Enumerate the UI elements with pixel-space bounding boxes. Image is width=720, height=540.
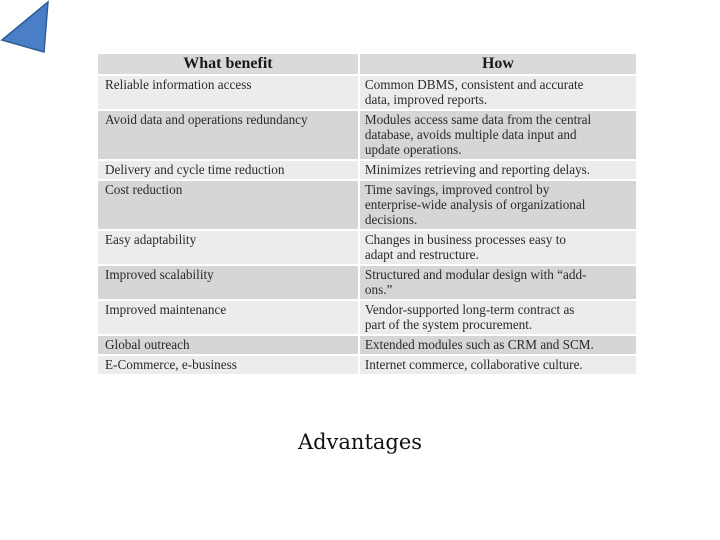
table-row [98,231,636,264]
how-line: enterprise-wide analysis of organizational [364,197,586,212]
how-line: update operations. [364,142,462,157]
how-line: adapt and restructure. [364,247,479,262]
table-row [98,301,636,334]
blue-triangle-icon [0,0,60,60]
how-cell [360,161,636,179]
how-line: Extended modules such as CRM and SCM. [364,337,594,352]
how-cell [360,76,636,109]
how-line: database, avoids multiple data input and [364,127,577,142]
how-cell [360,356,636,374]
how-line: Common DBMS, consistent and accurate [364,77,584,92]
how-cell [360,181,636,229]
benefit-cell: Global outreach [98,336,358,354]
how-line: Internet commerce, collaborative culture. [364,357,583,372]
table-row [98,266,636,299]
benefit-cell: E-Commerce, e-business [98,356,358,374]
how-cell [360,231,636,264]
how-line: Changes in business processes easy to [364,232,566,247]
how-cell [360,301,636,334]
benefit-cell: Reliable information access [98,76,358,109]
how-line: part of the system procurement. [364,317,533,332]
how-cell [360,111,636,159]
how-cell [360,266,636,299]
how-line: decisions. [364,212,418,227]
benefit-cell: Cost reduction [98,181,358,229]
table-row [98,336,636,354]
benefit-cell: Delivery and cycle time reduction [98,161,358,179]
table-row [98,181,636,229]
table-row [98,161,636,179]
benefit-cell: Improved maintenance [98,301,358,334]
header-how: How [360,54,636,74]
how-line: ons.” [364,282,393,297]
how-line: Modules access same data from the central [364,112,592,127]
table-row [98,76,636,109]
table-row [98,111,636,159]
table-body [98,76,636,374]
benefits-table [96,52,638,376]
how-line: Structured and modular design with “add- [364,267,587,282]
how-line: Time savings, improved control by [364,182,550,197]
benefit-cell: Easy adaptability [98,231,358,264]
benefit-cell: Improved scalability [98,266,358,299]
table-header-row [98,54,636,74]
how-line: Minimizes retrieving and reporting delays. [364,162,591,177]
how-cell [360,336,636,354]
header-what-benefit: What benefit [98,54,358,74]
how-line: data, improved reports. [364,92,488,107]
table-row [98,356,636,374]
slide-caption: Advantages [297,430,423,454]
how-line: Vendor-supported long-term contract as [364,302,575,317]
benefit-cell: Avoid data and operations redundancy [98,111,358,159]
